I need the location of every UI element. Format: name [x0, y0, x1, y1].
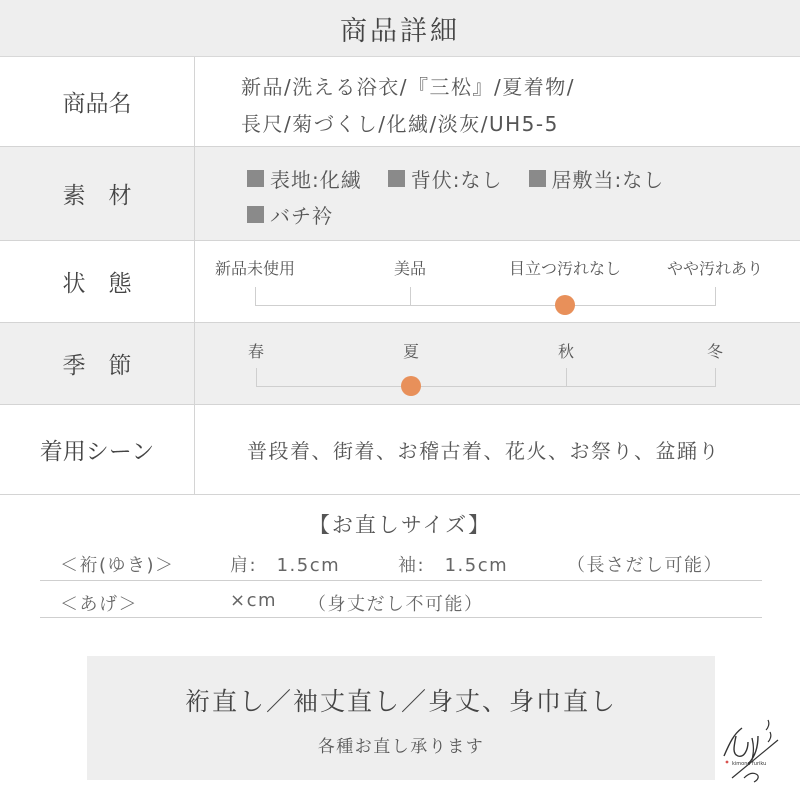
yuki-label: ＜裄(ゆき)＞ [60, 555, 175, 576]
material-item: 背伏:なし [388, 164, 503, 193]
scale-tick [256, 368, 257, 387]
condition-option: 美品 [393, 259, 427, 278]
shoulder-value: 肩: 1.5cm [230, 555, 341, 576]
square-bullet-icon [247, 170, 264, 187]
page-title: 商品詳細 [0, 0, 800, 57]
product-name-label: 商品名 [0, 57, 195, 146]
scale-tick [715, 368, 716, 387]
promo-sub-text: 各種お直し承ります [317, 737, 485, 757]
yuki-note: （長さだし可能） [567, 555, 723, 576]
logo-text: kimono furiku [732, 761, 767, 767]
age-label: ＜あげ＞ [60, 594, 138, 615]
scale-tick [255, 287, 256, 306]
sleeve-value: 袖: 1.5cm [398, 555, 509, 576]
product-name-line2: 長尺/菊づくし/化繊/淡灰/UH5-5 [241, 112, 559, 136]
season-row [0, 323, 800, 405]
product-name-line1: 新品/洗える浴衣/『三松』/夏着物/ [241, 75, 575, 99]
condition-option: 目立つ汚れなし [508, 259, 622, 278]
product-name-row [0, 57, 800, 147]
condition-row [0, 241, 800, 323]
scenes-row [0, 405, 800, 495]
material-item: 居敷当:なし [529, 164, 665, 193]
square-bullet-icon [247, 206, 264, 223]
material-value [195, 147, 800, 240]
season-option: 春 [247, 342, 265, 361]
square-bullet-icon [388, 170, 405, 187]
material-item: 表地:化繊 [247, 164, 362, 193]
condition-scale-line [255, 305, 715, 306]
season-scale [195, 323, 800, 404]
alteration-yuki-row [40, 548, 762, 581]
condition-marker [555, 295, 575, 315]
scenes-value [195, 405, 800, 494]
condition-scale [195, 241, 800, 322]
material-item: バチ衿 [247, 200, 333, 229]
square-bullet-icon [529, 170, 546, 187]
material-label: 素 材 [0, 147, 195, 240]
scale-tick [715, 287, 716, 306]
alteration-title: 【お直しサイズ】 [308, 513, 492, 537]
alteration-promo-box [87, 656, 715, 780]
condition-label: 状 態 [0, 241, 195, 322]
scenes-text: 普段着、街着、お稽古着、花火、お祭り、盆踊り [247, 439, 720, 463]
condition-option: やや汚れあり [666, 259, 764, 278]
age-value: ×cm [230, 590, 278, 611]
promo-main-text: 裄直し／袖丈直し／身丈、身巾直し [184, 687, 617, 716]
brand-logo [718, 712, 788, 784]
season-marker [401, 376, 421, 396]
season-option: 夏 [402, 342, 420, 361]
season-label: 季 節 [0, 323, 195, 404]
scale-tick [566, 368, 567, 387]
alteration-age-row [40, 581, 762, 618]
product-name-value [195, 57, 800, 146]
scenes-label: 着用シーン [0, 405, 195, 494]
condition-option: 新品未使用 [214, 259, 296, 278]
season-scale-line [256, 386, 715, 387]
scale-tick [410, 287, 411, 306]
material-row [0, 147, 800, 241]
age-note: （身丈だし不可能） [308, 594, 484, 615]
season-option: 冬 [706, 342, 724, 361]
season-option: 秋 [557, 342, 575, 361]
